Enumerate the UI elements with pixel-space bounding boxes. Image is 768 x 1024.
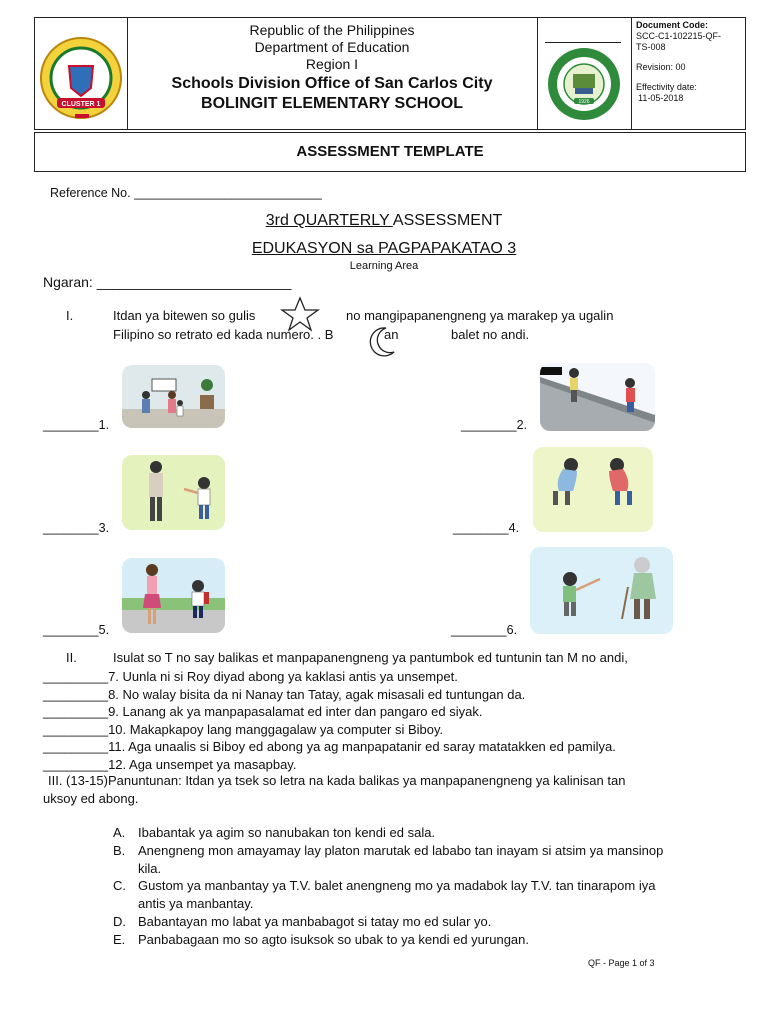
choice-d [113,913,733,931]
quarter-title-underlined: 3rd QUARTERLY [265,212,393,229]
reference-number: Reference No. ___________________________ [50,186,322,200]
question-9: _________9. Lanang ak ya manpapasalamat ed inter dan pangaro ed siyak. [43,704,483,720]
choice-c-letter: C. [113,878,126,894]
choice-e-text: Panbabagaan mo so agto isuksok so ubak to ya kendi ed yurungan. [138,931,529,947]
revision-text: Revision: 00 [636,62,686,72]
learning-area-label: Learning Area [349,260,419,272]
part2-numeral: II. [66,650,77,665]
choice-b [113,842,733,878]
part1-numeral: I. [66,308,74,323]
choice-b-line2: kila. [138,860,162,876]
part2-question-list [43,668,616,774]
item-6-blank: ________6. [451,623,518,637]
region-text: Region I [305,56,359,72]
picture-2-children-road [540,363,655,431]
page-footer: QF - Page 1 of 3 [588,958,655,968]
part3-instruction-line2: uksoy ed abong. [43,791,139,806]
picture-6-child-and-elder [530,547,673,634]
part1-line2a: Filipino so retrato ed kada numero. . B [113,327,334,342]
item-2-blank: ________2. [461,418,528,432]
template-title: ASSESSMENT TEMPLATE [34,132,746,172]
question-8: _________8. No walay bisita da ni Nanay tan Tatay, agak misasali ed tuntungan da. [43,686,526,702]
document-info-cell [631,18,743,129]
subject-title [0,240,768,258]
choice-a-letter: A. [113,825,126,840]
part1-line1b: no mangipapanengneng ya marakep ya ugalin [346,308,614,323]
seal-cluster-text: CLUSTER 1 [61,101,101,108]
part3-instruction-line1: III. (13-15)Panuntunan: Itdan ya tsek so letra na kada balikas ya manpapanengneng ya kalinisan tan [48,773,626,788]
choice-b-line1: Anengneng mon amayamay lay platon marutak ed lababo tan inayam si atsim ya mansinop [138,842,664,858]
question-12: _________12. Aga unsempet ya masapbay. [43,756,297,772]
department-text: Department of Education [254,39,410,55]
choice-c [113,877,733,913]
school-name: BOLINGIT ELEMENTARY SCHOOL [201,95,463,112]
choice-d-letter: D. [113,913,126,929]
item-3-blank: ________3. [43,521,110,535]
item-5-blank: ________5. [43,623,110,637]
item-4-blank: ________4. [453,521,520,535]
header-table [34,17,746,130]
effectivity-label: Effectivity date: [636,82,697,92]
choice-b-text [138,842,663,878]
left-seal-cell [35,18,128,129]
subject-text: EDUKASYON sa PAGPAPAKATAO 3 [251,240,517,257]
effectivity-date: 11-05-2018 [638,93,684,103]
question-7: _________7. Uunla ni si Roy diyad abong ya kaklasi antis ya unsempet. [43,669,458,684]
choice-c-text [138,877,655,913]
choice-a [113,824,733,842]
school-seal-logo [545,46,623,122]
picture-1-family-visit [122,365,225,428]
doc-code-line1: SCC-C1-102215-QF- [636,31,722,41]
seal-year: 1926 [578,99,590,105]
choice-a-text: Ibabantak ya agim so nanubakan ton kendi ed sala. [138,825,436,840]
choice-c-line2: antis ya manbantay. [138,896,254,912]
choice-e [113,931,733,949]
name-field: Ngaran: _________________________ [43,274,292,290]
seal-divider [545,42,621,43]
choice-e-letter: E. [113,931,126,947]
part3-choices [113,824,733,949]
division-seal-logo [35,18,127,128]
quarter-title [0,212,768,230]
choice-d-text: Babantayan mo labat ya manbabagot si tatay mo ed sular yo. [138,913,492,929]
choice-b-letter: B. [113,842,126,858]
header-title-cell [127,18,538,129]
question-11: _________11. Aga unaalis si Biboy ed abong ya ag manpapatanir ed saray matatakken ed pamilya. [43,739,616,755]
item-1-blank: ________1. [43,418,110,432]
doc-code-line2: TS-008 [636,42,666,52]
republic-text: Republic of the Philippines [249,22,415,38]
part1-line1a: Itdan ya bitewen so gulis [113,308,256,323]
part2-instruction: Isulat so T no say balikas et manpapanengneng ya pantumbok ed tuntunin tan M no andi, [113,650,628,665]
part1-line2c: balet no andi. [451,327,530,342]
division-name: Schools Division Office of San Carlos City [171,75,493,92]
picture-4-children-bowing [533,447,653,532]
question-10: _________10. Makapkapoy lang manggagalaw ya computer si Biboy. [43,721,444,737]
right-seal-cell [537,18,632,129]
picture-5-mother-child [122,558,225,633]
choice-c-line1: Gustom ya manbantay ya T.V. balet anengneng mo ya madabok lay T.V. tan tinarapom iya [138,878,656,894]
quarter-title-rest: ASSESSMENT [392,212,503,229]
part1-line2b: an [384,327,399,342]
doc-code-label: Document Code: [636,20,708,30]
picture-3-child-pointing [122,455,225,530]
